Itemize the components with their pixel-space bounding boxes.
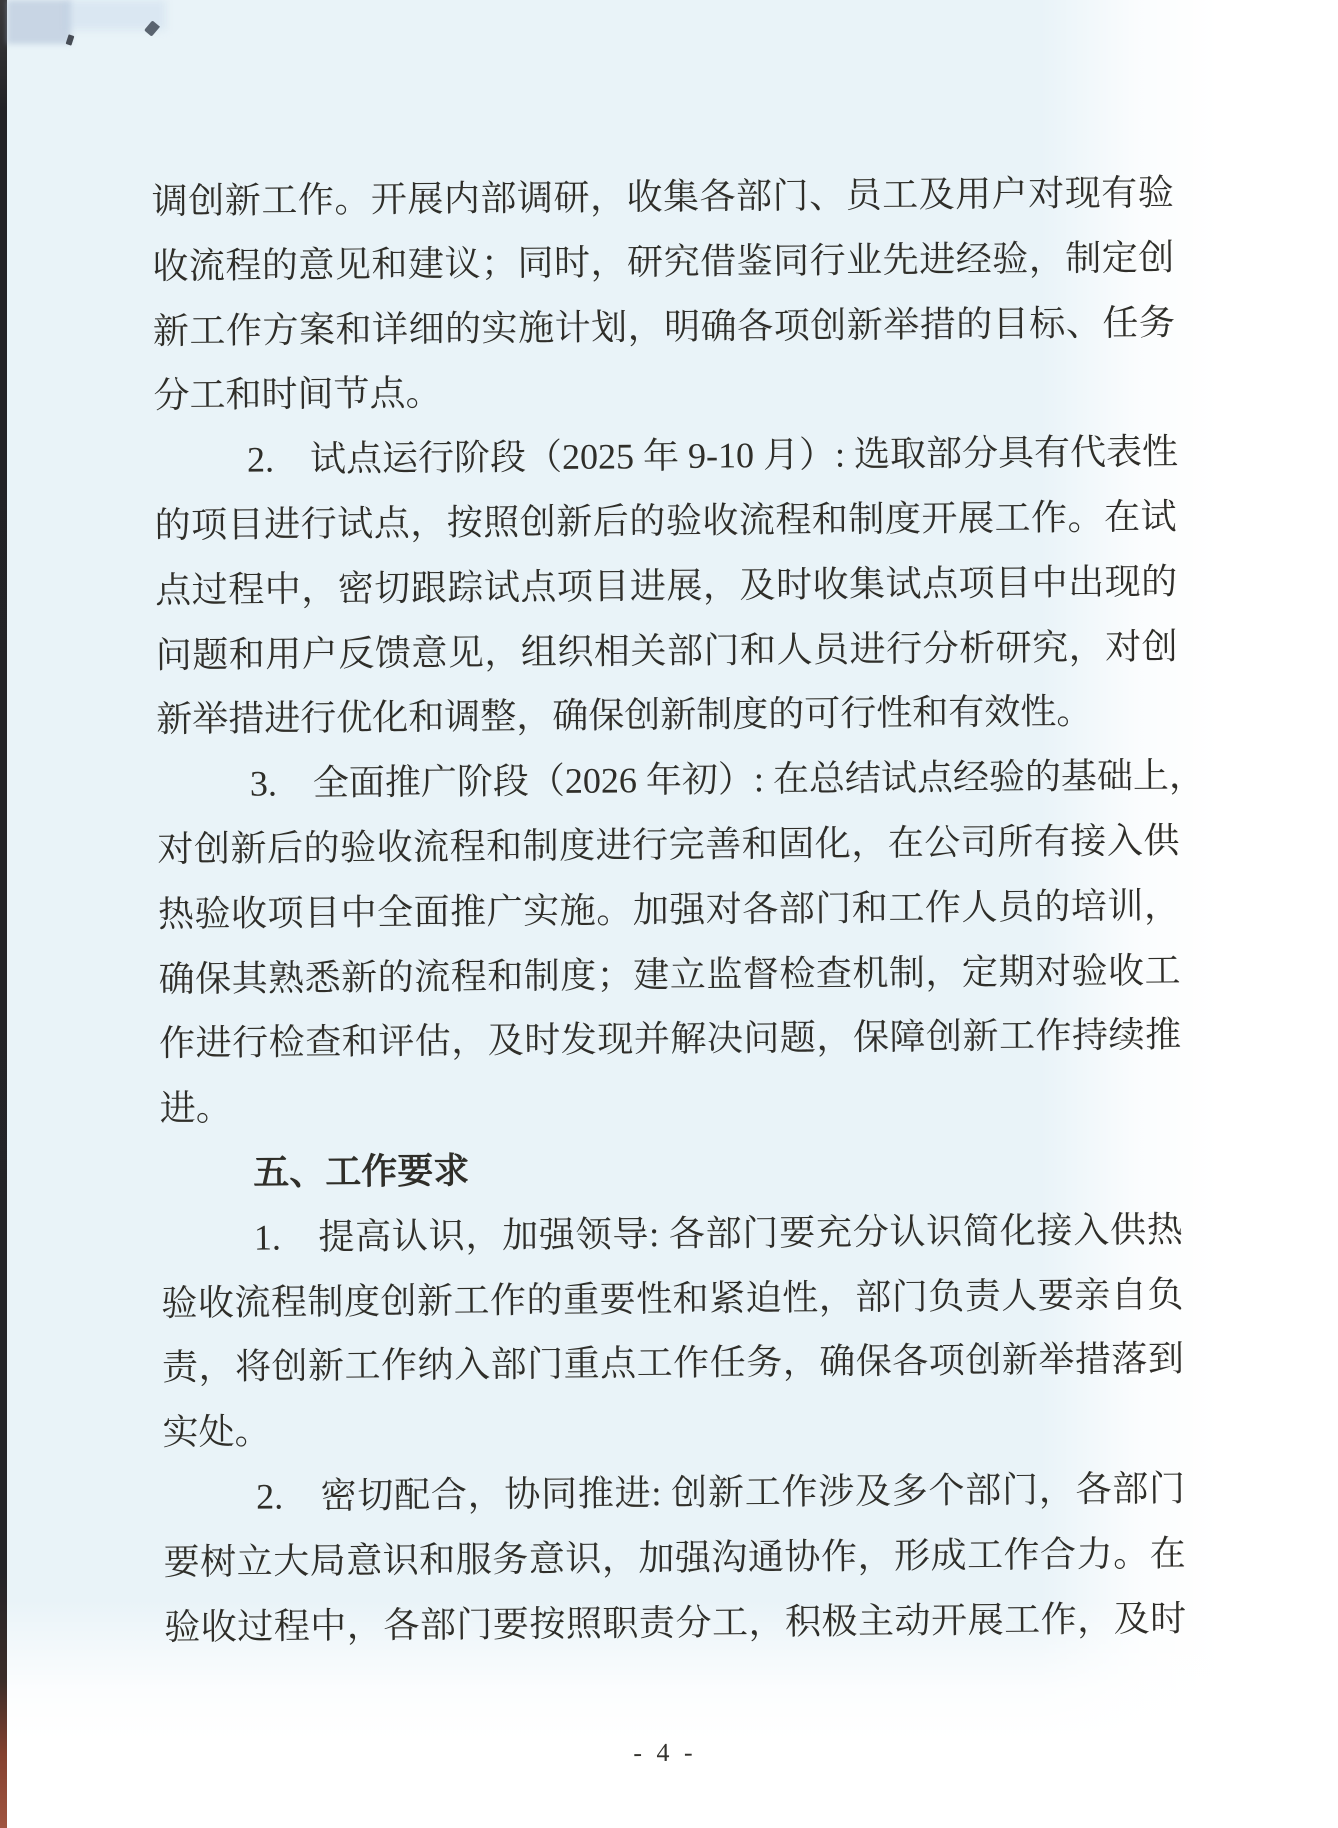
document-text-block (151, 161, 1206, 1660)
scan-speck (66, 34, 75, 45)
section-heading: 五、工作要求 (253, 1150, 470, 1193)
text-line: 作进行检查和评估，及时发现并解决问题，保障创新工作持续推 (158, 1014, 1182, 1064)
text-line: 实处。 (162, 1411, 271, 1453)
text-line: 新举措进行优化和调整，确保创新制度的可行性和有效性。 (156, 691, 1093, 740)
text-line: 确保其熟悉新的流程和制度；建立监督检查机制，定期对验收工 (158, 950, 1181, 1000)
text-line: 验收流程制度创新工作的重要性和紧迫性，部门负责人要亲自负 (161, 1274, 1184, 1323)
scan-corner-shade (7, 0, 71, 44)
list-item-line: 2. 试点运行阶段（2025 年 9-10 月）: 选取部分具有代表性 (246, 431, 1179, 480)
text-line: 对创新后的验收流程和制度进行完善和固化，在公司所有接入供 (157, 820, 1180, 870)
text-line: 进。 (159, 1087, 232, 1129)
list-item-line: 2. 密切配合，协同推进: 创新工作涉及多个部门，各部门 (255, 1468, 1186, 1517)
text-line: 调创新工作。开展内部调研，收集各部门、员工及用户对现有验 (151, 172, 1174, 222)
scan-edge-artifact (0, 0, 7, 1828)
text-line: 分工和时间节点。 (153, 373, 442, 416)
text-line: 的项目进行试点，按照创新后的验收流程和制度开展工作。在试 (154, 496, 1177, 546)
text-line: 热验收项目中全面推广实施。加强对各部门和工作人员的培训， (157, 885, 1181, 935)
text-line: 问题和用户反馈意见，组织相关部门和人员进行分析研究，对创 (155, 626, 1178, 676)
text-line: 新工作方案和详细的实施计划，明确各项创新举措的目标、任务 (152, 302, 1176, 352)
text-line: 验收过程中，各部门要按照职责分工，积极主动开展工作，及时 (164, 1598, 1187, 1647)
list-item-line: 1. 提高认识，加强领导: 各部门要充分认识简化接入供热 (253, 1209, 1183, 1258)
text-line: 点过程中，密切跟踪试点项目进展，及时收集试点项目中出现的 (155, 561, 1178, 611)
page-number: - 4 - (633, 1737, 697, 1768)
text-line: 要树立大局意识和服务意识，加强沟通协作，形成工作合力。在 (163, 1533, 1186, 1583)
text-line: 收流程的意见和建议；同时，研究借鉴同行业先进经验，制定创 (152, 237, 1175, 287)
text-line: 责，将创新工作纳入部门重点工作任务，确保各项创新举措落到 (161, 1338, 1185, 1388)
list-item-line: 3. 全面推广阶段（2026 年初）: 在总结试点经验的基础上， (249, 755, 1206, 804)
